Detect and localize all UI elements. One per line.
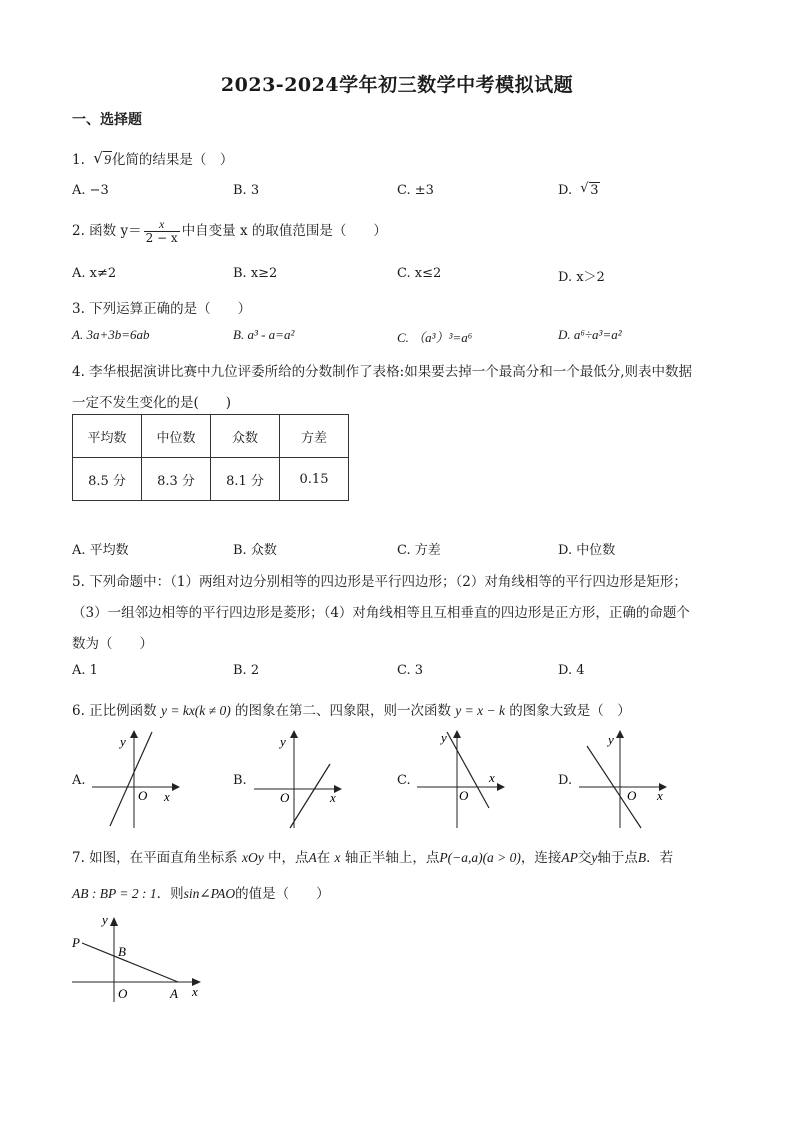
math-expression: y = kx(k ≠ 0) [160,703,231,718]
x-axis-label: x [192,984,198,999]
page-title: 2023-2024学年初三数学中考模拟试题 [220,74,574,96]
table-cell: 8.5 分 [73,458,142,501]
question-3-stem: 3. 下列运算正确的是（ ） [72,301,252,317]
origin-label: O [280,790,290,805]
table-header-cell: 众数 [211,415,280,458]
q2-option-d[interactable]: D. x＞2 [558,270,605,285]
y-axis-label: y [441,730,447,745]
sqrt-expression: √ 3 [580,181,599,198]
math-expression: y [591,850,598,865]
math-expression: P(−a,a)(a > 0) [439,850,521,865]
question-text: 6. 正比例函数 [72,703,157,719]
fraction [144,218,180,245]
math-expression: sin∠PAO [183,886,236,901]
sqrt-expression: √ 9 [93,149,111,167]
q4-option-c[interactable]: C. 方差 [397,543,441,558]
question-text: ．则 [156,886,184,902]
q4-option-d[interactable]: D. 中位数 [558,543,616,558]
q7-figure [66,910,211,1005]
y-axis-label: y [102,912,108,927]
y-axis-label: y [608,732,614,747]
question-text: 化简的结果是（ ） [111,152,234,168]
origin-label: O [459,788,469,803]
question-text: ，连接 [520,850,562,866]
x-axis-label: x [489,770,495,785]
q2-option-b[interactable]: B. x≥2 [233,266,278,281]
math-expression: x [334,850,341,865]
q1-option-a[interactable]: A. −3 [72,183,109,198]
x-axis-label: x [330,790,336,805]
question-5-line-2: （3）一组邻边相等的平行四边形是菱形；（4）对角线相等且互相垂直的四边形是正方形，正确的命题个 [72,605,690,621]
origin-label: O [138,788,148,803]
question-text: 的值是（ ） [235,886,330,902]
q1-option-c[interactable]: C. ±3 [397,183,434,198]
math-expression: B [637,850,647,865]
point-b-label: B [118,944,126,959]
q6-option-d[interactable]: D. [558,773,573,788]
q2-option-c[interactable]: C. x≤2 [397,266,442,281]
table-header-row [73,415,349,458]
question-text: 中，点 [268,850,309,866]
q6-graph-d[interactable] [575,728,675,833]
question-2-stem [72,218,387,245]
table-header-cell: 方差 [280,415,349,458]
q5-option-b[interactable]: B. 2 [233,663,260,678]
question-text: 中自变量 x 的取值范围是（ ） [181,223,387,239]
question-6-stem [72,699,631,719]
q6-graph-c[interactable] [413,728,513,833]
table-cell: 8.3 分 [142,458,211,501]
question-text: 2. 函数 y＝ [72,223,142,239]
question-text: 轴于点 [597,850,638,866]
question-text: 在 [316,850,331,866]
numerator: x [144,218,180,232]
math-expression: A [308,850,317,865]
y-axis-label: y [120,734,126,749]
question-text: 轴正半轴上，点 [344,850,440,866]
q4-option-a[interactable]: A. 平均数 [72,543,129,558]
q6-option-a[interactable]: A. [72,773,86,788]
origin-label: O [627,788,637,803]
q5-option-a[interactable]: A. 1 [72,663,98,678]
question-7-line-1 [72,846,673,866]
question-5-line-1: 5. 下列命题中：（1）两组对边分别相等的四边形是平行四边形；（2）对角线相等的平行四边形是矩形； [72,574,687,590]
point-a-label: A [170,986,178,1001]
q1-option-d[interactable] [558,183,600,198]
question-5-line-3: 数为（ ） [72,636,153,652]
math-expression: AP [561,850,578,865]
question-7-line-2 [72,882,330,902]
origin-label: O [118,986,128,1001]
q5-option-d[interactable]: D. 4 [558,663,585,678]
q3-option-b[interactable]: B. a³ - a=a² [233,327,295,342]
y-axis-label: y [280,734,286,749]
table-cell: 8.1 分 [211,458,280,501]
point-p-label: P [72,935,80,950]
table-header-cell: 中位数 [142,415,211,458]
score-table [72,414,349,501]
question-1-stem [72,148,233,168]
question-text: 的图象在第二、四象限，则一次函数 [235,703,451,719]
q6-graph-a[interactable] [88,728,188,833]
question-text: 7. 如图，在平面直角坐标系 [72,850,238,866]
math-expression: xOy [241,850,264,865]
q6-option-b[interactable]: B. [233,773,247,788]
q2-option-a[interactable]: A. x≠2 [72,266,117,281]
radicand: 9 [104,152,111,167]
math-expression: AB : BP = 2 : 1 [72,886,157,901]
q4-option-b[interactable]: B. 众数 [233,543,277,558]
q1-option-b[interactable]: B. 3 [233,183,260,198]
question-4-line-2: 一定不发生变化的是( ) [72,395,232,411]
table-cell: 0.15 [280,458,349,501]
q6-graph-b[interactable] [250,728,350,833]
radicand: 3 [590,183,599,198]
section-heading: 一、选择题 [72,112,142,128]
q3-option-a[interactable]: A. 3a+3b=6ab [72,327,150,342]
option-letter: D. [558,183,573,198]
q5-option-c[interactable]: C. 3 [397,663,424,678]
question-4-line-1: 4. 李华根据演讲比赛中九位评委所给的分数制作了表格:如果要去掉一个最高分和一个最低分,则表中数据 [72,364,693,380]
x-axis-label: x [164,789,170,804]
question-text: ．若 [646,850,674,866]
q6-option-c[interactable]: C. [397,773,411,788]
q3-option-c[interactable]: C. （a³）³=a⁶ [397,330,473,345]
question-text: 交 [577,850,592,866]
table-row [73,458,349,501]
denominator: 2 − x [145,231,178,245]
math-expression: y = x − k [455,703,505,718]
question-number: 1. [72,152,85,168]
question-text: 的图象大致是（ ） [509,703,631,719]
table-header-cell: 平均数 [73,415,142,458]
x-axis-label: x [657,788,663,803]
q3-option-d[interactable]: D. a⁶÷a³=a² [558,327,622,342]
